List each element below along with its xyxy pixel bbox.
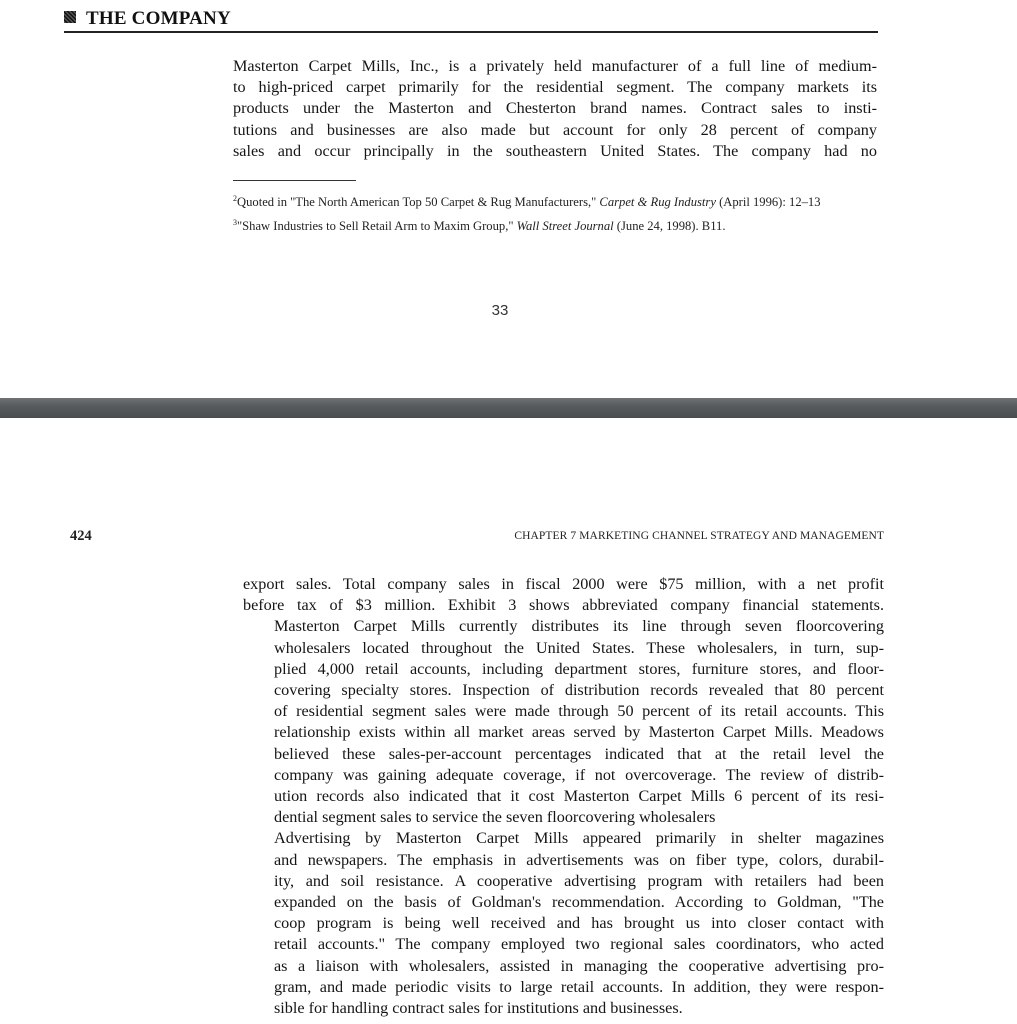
page-divider <box>0 398 1017 418</box>
paragraph-line: expanded on the basis of Goldman's recommendation. According to Goldman, "The <box>274 893 884 912</box>
footnote-citation: (April 1996): 12–13 <box>715 195 821 210</box>
paragraph-line: dential segment sales to service the seven floorcovering wholesalers <box>274 808 716 827</box>
footnote-citation: (June 24, 1998). B11. <box>613 218 726 233</box>
page-number-bottom: 424 <box>70 528 92 544</box>
footnote-text: Quoted in "The North American Top 50 Carpet & Rug Manufacturers," <box>237 195 600 210</box>
paragraph-line: of residential segment sales were made through 50 percent of its retail accounts. This <box>274 702 884 721</box>
paragraph-line: plied 4,000 retail accounts, including department stores, furniture stores, and floor- <box>274 659 884 678</box>
footnote-text: "Shaw Industries to Sell Retail Arm to Maxim Group," <box>237 218 517 233</box>
paragraph-line: Masterton Carpet Mills currently distributes its line through seven floorcovering <box>274 617 884 636</box>
paragraph-line: coop program is being well received and has brought us into closer contact with <box>274 914 884 933</box>
paragraph-line: products under the Masterton and Chesterton brand names. Contract sales to insti- <box>233 99 877 118</box>
company-paragraph <box>233 56 877 162</box>
paragraph-line: ution records also indicated that it cost Masterton Carpet Mills 6 percent of its resi- <box>274 787 884 806</box>
paragraph-export-sales <box>243 574 884 616</box>
paragraph-distribution <box>243 616 884 828</box>
chapter-body <box>243 574 884 1019</box>
footnote-3 <box>233 215 873 235</box>
paragraph-line: company was gaining adequate coverage, if not overcoverage. The review of distrib- <box>274 765 884 784</box>
footnote-rule <box>233 180 356 181</box>
paragraph-line: believed these sales-per-account percentages indicated that at the retail level the <box>274 744 884 763</box>
paragraph-line: relationship exists within all market areas served by Masterton Carpet Mills. Meadows <box>274 723 884 742</box>
paragraph-advertising <box>243 828 884 1019</box>
paragraph-line: gram, and made periodic visits to large retail accounts. In addition, they were respon- <box>274 977 884 996</box>
running-head: CHAPTER 7 MARKETING CHANNEL STRATEGY AND MANAGEMENT <box>514 530 884 542</box>
footnotes <box>233 191 873 238</box>
paragraph-line: ity, and soil resistance. A cooperative advertising program with retailers had been <box>274 871 884 890</box>
paragraph-line: sible for handling contract sales for institutions and businesses. <box>274 999 683 1018</box>
footnote-number: 2 <box>233 194 237 203</box>
section-heading <box>64 8 878 33</box>
paragraph-line: Masterton Carpet Mills, Inc., is a privately held manufacturer of a full line of medium- <box>233 57 877 75</box>
paragraph-line: Advertising by Masterton Carpet Mills appeared primarily in shelter magazines <box>274 829 884 848</box>
paragraph-line: sales and occur principally in the southeastern United States. The company had no <box>233 141 877 160</box>
section-heading-text: THE COMPANY <box>86 8 231 29</box>
paragraph-line: and newspapers. The emphasis in advertisements was on fiber type, colors, durabil- <box>274 850 884 869</box>
paragraph-line: export sales. Total company sales in fiscal 2000 were $75 million, with a net profit <box>243 575 884 593</box>
paragraph-line: wholesalers located throughout the United States. These wholesalers, in turn, sup- <box>274 638 884 657</box>
footnote-2 <box>233 191 873 211</box>
footnote-number: 3 <box>233 217 237 227</box>
page-number-top: 33 <box>491 302 509 319</box>
paragraph-line: covering specialty stores. Inspection of distribution records revealed that 80 percent <box>274 681 884 700</box>
footnote-source: Carpet & Rug Industry <box>599 195 716 210</box>
paragraph-line: as a liaison with wholesalers, assisted in managing the cooperative advertising pro- <box>274 956 884 975</box>
footnote-source: Wall Street Journal <box>516 218 614 233</box>
paragraph-line: retail accounts." The company employed two regional sales coordinators, who acted <box>274 935 884 954</box>
paragraph-line: to high-priced carpet primarily for the residential segment. The company markets its <box>233 78 877 97</box>
paragraph-line: tutions and businesses are also made but account for only 28 percent of company <box>233 120 877 139</box>
paragraph-line: before tax of $3 million. Exhibit 3 shows abbreviated company financial statements. <box>243 596 884 615</box>
heading-square-icon <box>64 11 76 23</box>
